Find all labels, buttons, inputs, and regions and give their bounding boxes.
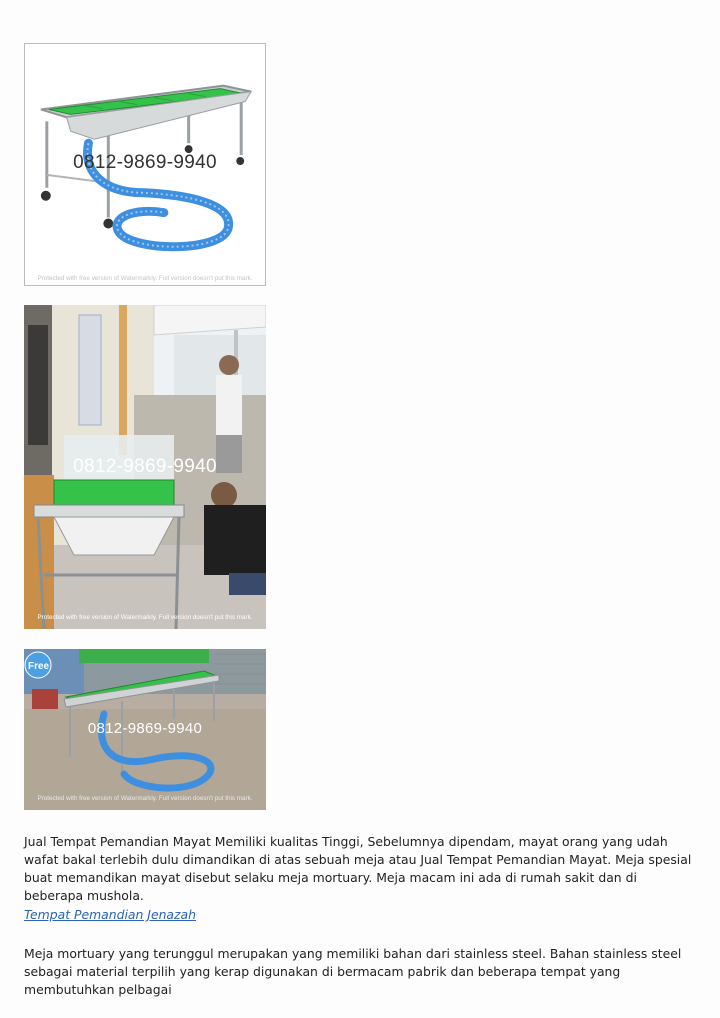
article-link[interactable]: Tempat Pemandian Jenazah: [24, 907, 196, 922]
article-paragraph-2: Meja mortuary yang terunggul merupakan yang memiliki bahan dari stainless steel. Bahan stainless steel sebagai material terpilih yang kerap digunakan di bermacam pabrik dan beberapa tempat yang membutuhkan pelbagai: [24, 946, 682, 997]
phone-number-overlay: 0812-9869-9940: [73, 456, 217, 477]
watermark-text: Protected with free version of Watermarkly. Full version doesn't put this mark.: [37, 614, 253, 621]
phone-number-overlay: 0812-9869-9940: [87, 720, 203, 737]
article-paragraph-1: Jual Tempat Pemandian Mayat Memiliki kualitas Tinggi, Sebelumnya dipendam, mayat orang yang udah wafat bakal terlebih dulu dimandikan di atas sebuah meja atau Jual Tempat Pemandian Mayat. Meja spesial buat memandikan mayat disebut selaku meja mortuary. Meja macam ini ada di rumah sakit dan di beberapa mushola.: [24, 834, 692, 903]
free-sign-text: Free: [28, 661, 50, 672]
watermark-text: Protected with free version of Watermarkly. Full version doesn't put this mark.: [37, 795, 253, 802]
product-photo-3: [24, 649, 266, 810]
watermark-text: Protected with free version of Watermarkly. Full version doesn't put this mark.: [37, 275, 253, 282]
product-photo-2: [24, 305, 266, 629]
phone-number-overlay: 0812-9869-9940: [73, 152, 217, 173]
product-photo-1: [24, 43, 266, 286]
